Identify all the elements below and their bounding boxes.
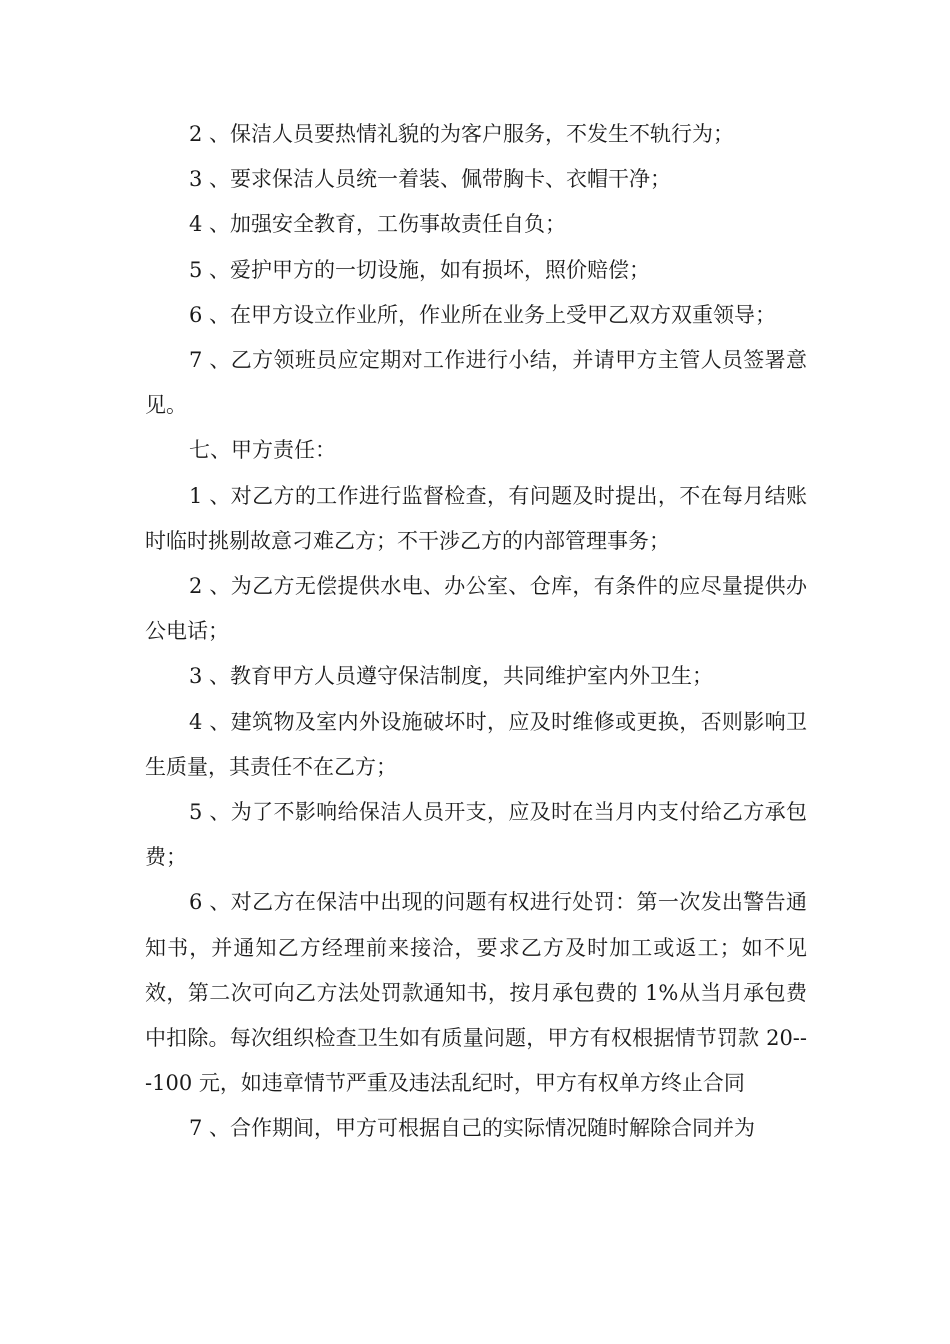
clause-paragraph: 2 、保洁人员要热情礼貌的为客户服务，不发生不轨行为；	[189, 122, 735, 146]
section-heading: 七、甲方责任：	[189, 438, 336, 463]
clause-paragraph: 7 、乙方领班员应定期对工作进行小结，并请甲方主管人员签署意见。	[145, 348, 807, 418]
document-body	[145, 112, 807, 1152]
clause-paragraph: 3 、教育甲方人员遵守保洁制度，共同维护室内外卫生；	[189, 664, 714, 689]
clause-paragraph: 2 、为乙方无偿提供水电、办公室、仓库，有条件的应尽量提供办公电话；	[145, 574, 807, 644]
clause-paragraph: 3 、要求保洁人员统一着装、佩带胸卡、衣帽干净；	[189, 167, 672, 192]
clause-paragraph: 4 、建筑物及室内外设施破坏时，应及时维修或更换，否则影响卫生质量，其责任不在乙方；	[145, 709, 807, 779]
clause-paragraph: 6 、在甲方设立作业所，作业所在业务上受甲乙双方双重领导；	[189, 302, 777, 327]
clause-paragraph: 4 、加强安全教育，工伤事故责任自负；	[189, 212, 567, 237]
clause-paragraph: 1 、对乙方的工作进行监督检查，有问题及时提出，不在每月结账时临时挑剔故意刁难乙方；不干涉乙方的内部管理事务；	[145, 483, 807, 553]
clause-paragraph: 5 、爱护甲方的一切设施，如有损坏，照价赔偿；	[189, 257, 651, 282]
clause-paragraph: 5 、为了不影响给保洁人员开支，应及时在当月内支付给乙方承包费；	[145, 800, 807, 870]
clause-paragraph: 7 、合作期间，甲方可根据自己的实际情况随时解除合同并为	[189, 1116, 756, 1141]
clause-paragraph: 6 、对乙方在保洁中出现的问题有权进行处罚：第一次发出警告通知书，并通知乙方经理前来接洽，要求乙方及时加工或返工；如不见效，第二次可向乙方法处罚款通知书，按月承包费的 1%从当月承包费中扣除。每次组织检查卫生如有质量问题，甲方有权根据情节罚款 20---100 元，如违章情节严重及违法乱纪时，甲方有权单方终止合同	[145, 890, 807, 1096]
